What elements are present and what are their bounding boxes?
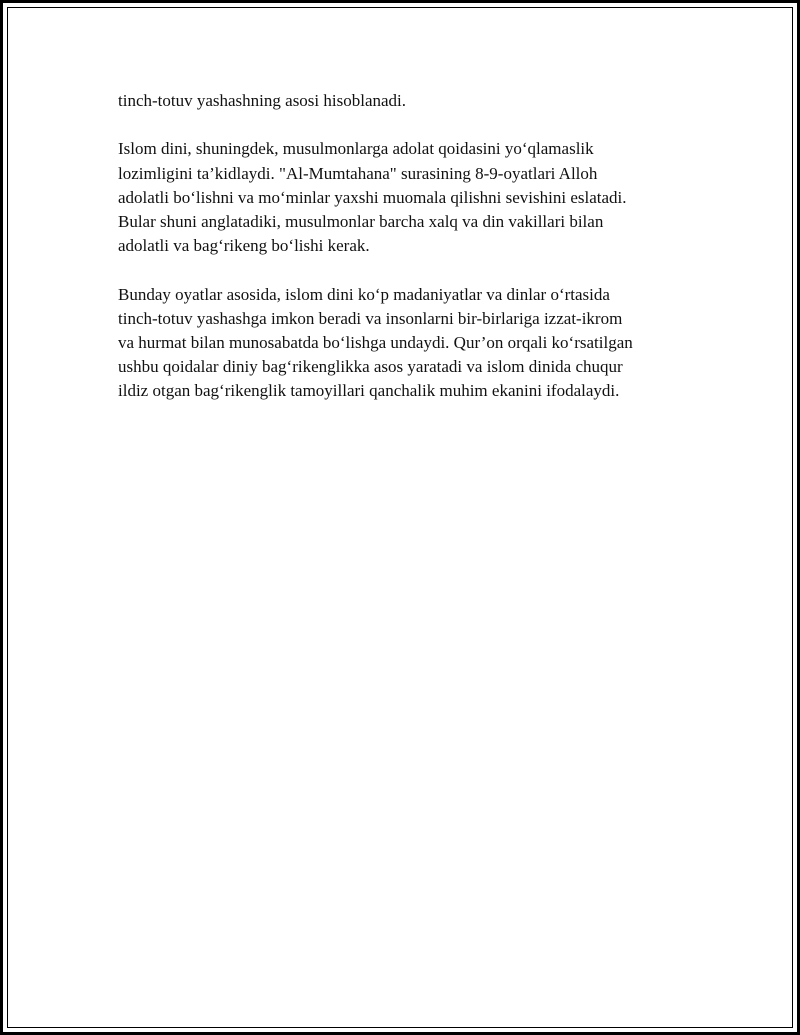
paragraph-1 [118,89,698,113]
paragraph-2 [118,137,698,258]
text-line: Bunday oyatlar asosida, islom dini koʻp madaniyatlar va dinlar oʻrtasida [118,284,610,304]
text-line: Islom dini, shuningdek, musulmonlarga adolat qoidasini yoʻqlamaslik [118,139,594,159]
text-line: tinch-totuv yashashning asosi hisoblanadi. [118,91,407,110]
text-line: lozimligini ta’kidlaydi. "Al-Mumtahana" surasining 8-9-oyatlari Alloh [118,163,598,183]
text-line: Bular shuni anglatadiki, musulmonlar barcha xalq va din vakillari bilan [118,212,604,231]
document-body [118,89,698,428]
text-line: va hurmat bilan munosabatda boʻlishga undaydi. Qur’on orqali koʻrsatilgan [118,333,633,352]
text-line: ildiz otgan bagʻrikenglik tamoyillari qanchalik muhim ekanini ifodalaydi. [118,381,620,401]
text-line: ushbu qoidalar diniy bagʻrikenglikka asos yaratadi va islom dinida chuqur [118,357,623,377]
paragraph-3 [118,283,698,404]
text-line: adolatli va bagʻrikeng boʻlishi kerak. [118,236,370,256]
text-line: tinch-totuv yashashga imkon beradi va insonlarni bir-birlariga izzat-ikrom [118,308,623,328]
text-line: adolatli boʻlishni va moʻminlar yaxshi muomala qilishni sevishini eslatadi. [118,187,627,207]
